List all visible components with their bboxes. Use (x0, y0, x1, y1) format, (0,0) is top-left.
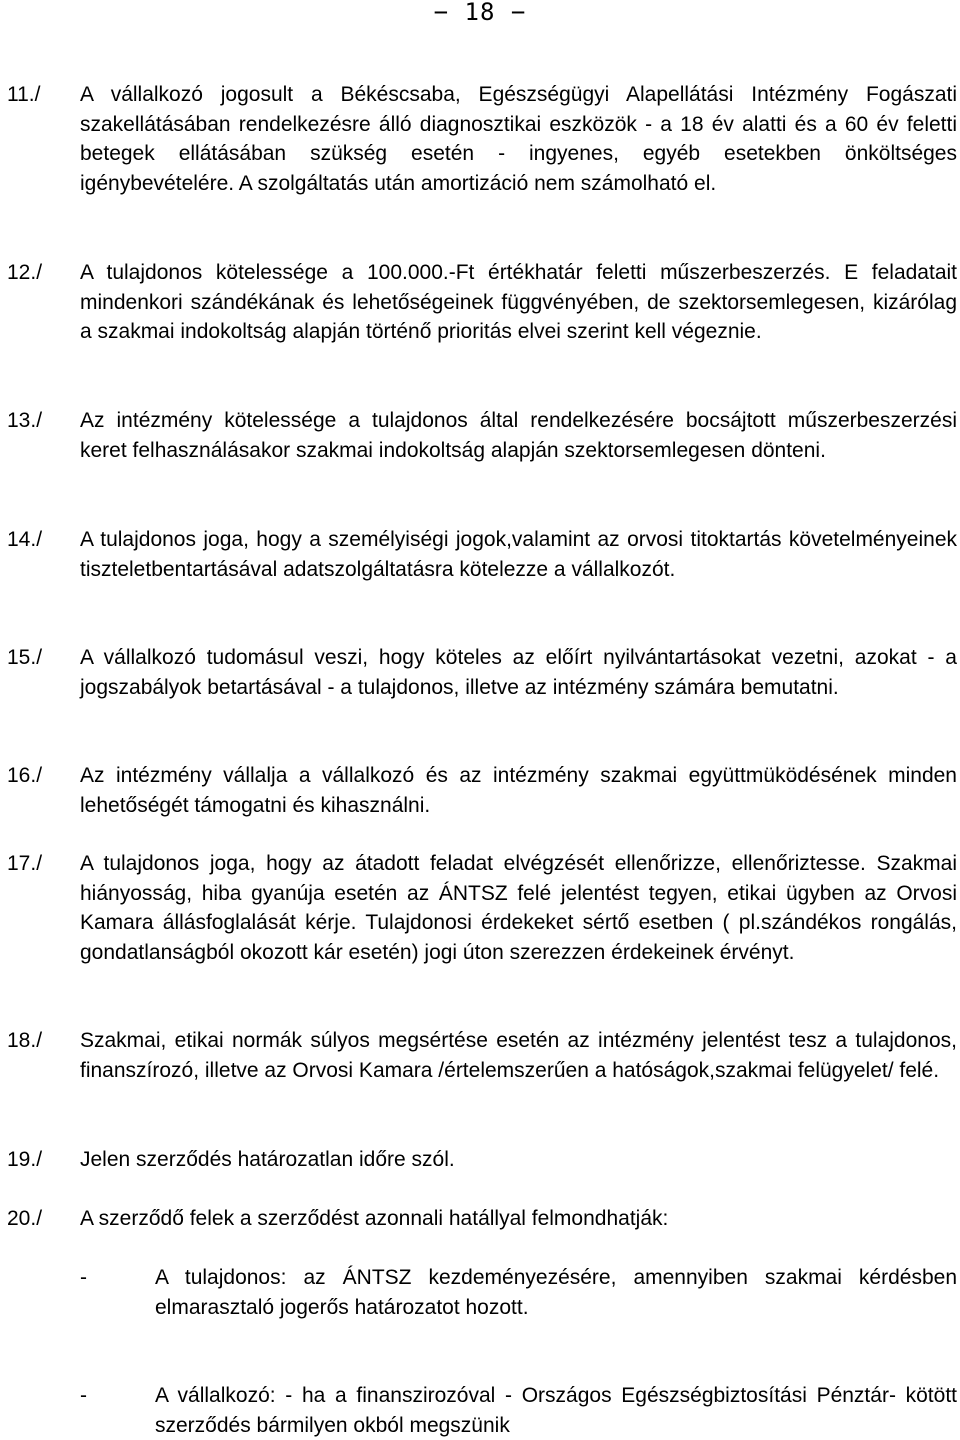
sub-item-vallalkozo (0, 1381, 960, 1440)
paragraph-text: A tulajdonos joga, hogy az átadott feladat elvégzését ellenőrizze, ellenőriztesse. Szakmai hiányosság, hiba gyanúja esetén az ÁNTSZ felé jelentést tegyen, etikai ügyben az Orvosi Kamara állásfoglalását kérje. Tulajdonosi érdekeket sértő esetben ( pl.szándékos rongálás, gondatlanságból okozott kár esetén) jogi úton szerezzen érdekeinek érvényt. (80, 852, 957, 964)
paragraph-number: 17./ (7, 852, 43, 875)
paragraph-number: 12./ (7, 261, 43, 284)
paragraph-19 (0, 1145, 960, 1175)
paragraph-12 (0, 258, 960, 347)
sub-item-tulajdonos (0, 1263, 960, 1322)
paragraph-number: 19./ (7, 1148, 43, 1171)
paragraph-13 (0, 406, 960, 465)
paragraph-text: A szerződő felek a szerződést azonnali hatállyal felmondhatják: (80, 1207, 669, 1230)
paragraph-number: 14./ (7, 528, 43, 551)
paragraph-17 (0, 849, 960, 967)
list-dash: - (80, 1266, 87, 1289)
paragraph-text: Az intézmény kötelessége a tulajdonos által rendelkezésére bocsájtott műszerbeszerzési keret felhasználásakor szakmai indokoltság alapján szektorsemlegesen dönteni. (80, 409, 957, 462)
paragraph-text: Jelen szerződés határozatlan időre szól. (80, 1148, 455, 1171)
paragraph-text: Az intézmény vállalja a vállalkozó és az intézmény szakmai együttmüködésének minden lehetőségét támogatni és kihasználni. (80, 764, 957, 817)
paragraph-number: 13./ (7, 409, 43, 432)
paragraph-text: A vállalkozó jogosult a Békéscsaba, Egészségügyi Alapellátási Intézmény Fogászati szakellátásában rendelkezésre álló diagnosztikai eszközök - a 18 év alatti és a 60 év feletti betegek ellátásában szükség esetén - ingyenes, egyéb esetekben önköltséges igénybevételére. A szolgáltatás után amortizáció nem számolható el. (80, 83, 957, 195)
paragraph-text: A tulajdonos kötelessége a 100.000.-Ft értékhatár feletti műszerbeszerzés. E feladatait mindenkori szándékának és lehetőségeinek függvényében, de szektorsemlegesen, kizárólag a szakmai indokoltság alapján történő prioritás elvei szerint kell végeznie. (80, 261, 957, 343)
sub-item-text: A tulajdonos: az ÁNTSZ kezdeményezésére, amennyiben szakmai kérdésben elmarasztaló jogerős határozatot hozott. (155, 1266, 957, 1319)
paragraph-14 (0, 525, 960, 584)
paragraph-text: Szakmai, etikai normák súlyos megsértése esetén az intézmény jelentést tesz a tulajdonos, finanszírozó, illetve az Orvosi Kamara /értelemszerűen a hatóságok,szakmai felügyelet/ felé. (80, 1029, 957, 1082)
paragraph-number: 15./ (7, 646, 43, 669)
paragraph-20 (0, 1204, 960, 1234)
page-number: − 18 − (433, 0, 527, 26)
paragraph-15 (0, 643, 960, 702)
paragraph-18 (0, 1026, 960, 1085)
paragraph-text: A tulajdonos joga, hogy a személyiségi jogok,valamint az orvosi titoktartás követelményeinek tiszteletbentartásával adatszolgáltatásra kötelezze a vállalkozót. (80, 528, 957, 581)
sub-item-text: A vállalkozó: - ha a finanszirozóval - Országos Egészségbiztosítási Pénztár- kötött szerződés bármilyen okból megszünik (155, 1384, 957, 1437)
paragraph-number: 16./ (7, 764, 43, 787)
paragraph-number: 18./ (7, 1029, 43, 1052)
paragraph-16 (0, 761, 960, 820)
paragraph-number: 20./ (7, 1207, 43, 1230)
list-dash: - (80, 1384, 87, 1407)
paragraph-number: 11./ (7, 83, 41, 106)
paragraph-11 (0, 80, 960, 198)
paragraph-text: A vállalkozó tudomásul veszi, hogy köteles az előírt nyilvántartásokat vezetni, azokat - a jogszabályok betartásával - a tulajdonos, illetve az intézmény számára bemutatni. (80, 646, 957, 699)
